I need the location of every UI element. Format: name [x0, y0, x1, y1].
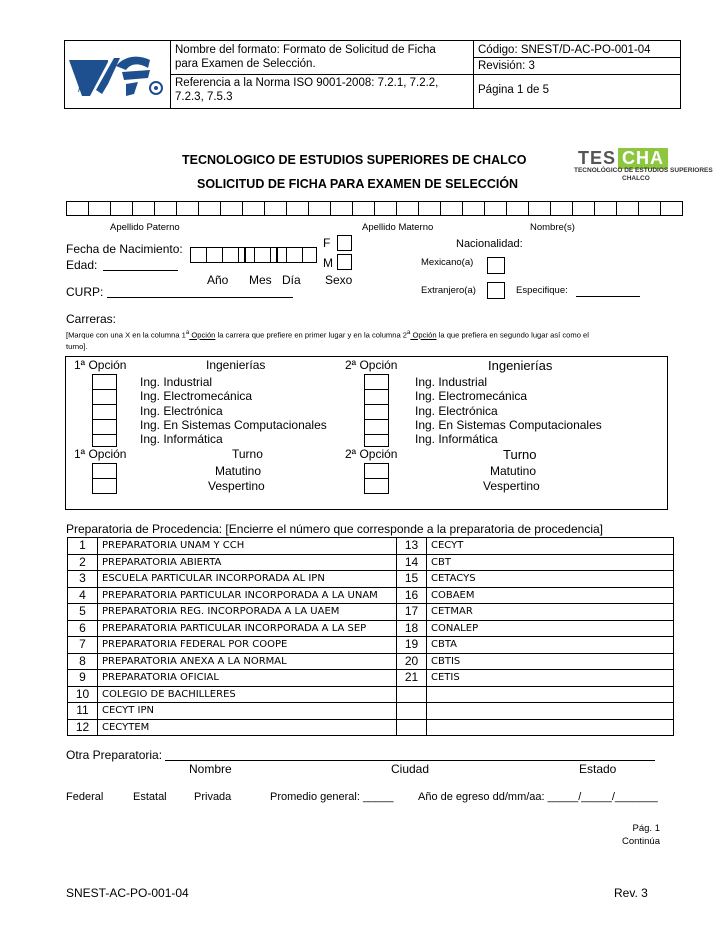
especifique-field[interactable] — [576, 296, 640, 297]
career-opt1-checkboxes[interactable] — [92, 374, 117, 447]
careers-note — [66, 330, 589, 340]
day-label: Día — [282, 273, 301, 287]
prep-name — [427, 719, 674, 736]
note-part-e: la que prefiera en segundo lugar así como el — [436, 330, 589, 340]
sex-f-checkbox[interactable] — [337, 235, 352, 251]
sex-m-label: M — [323, 256, 333, 270]
table-row — [68, 604, 674, 621]
document-header — [64, 40, 681, 109]
prep-number[interactable]: 4 — [68, 587, 98, 604]
turno-header-1: Turno — [232, 447, 263, 461]
especifique-label: Especifique: — [516, 285, 568, 296]
footer-code: SNEST-AC-PO-001-04 — [66, 886, 189, 900]
birth-date-label: Fecha de Nacimiento: — [66, 242, 183, 256]
shift-matutino-left: Matutino — [215, 464, 262, 478]
prep-name: CETACYS — [427, 571, 674, 588]
shift-vespertino-left: Vespertino — [208, 479, 265, 493]
mexicano-checkbox[interactable] — [487, 257, 505, 274]
promedio-field[interactable]: Promedio general: _____ — [270, 791, 394, 803]
prep-number[interactable]: 12 — [68, 719, 98, 736]
mexicano-label: Mexicano(a) — [421, 257, 474, 268]
table-row — [68, 554, 674, 571]
prep-number[interactable]: 19 — [397, 637, 427, 654]
career-4-left: Ing. En Sistemas Computacionales — [140, 418, 327, 432]
curp-label: CURP: — [66, 285, 104, 299]
prep-name — [427, 703, 674, 720]
prep-name: PREPARATORIA PARTICULAR INCORPORADA A LA UNAM — [98, 587, 397, 604]
privada-option[interactable]: Privada — [194, 791, 232, 803]
table-row — [68, 719, 674, 736]
logo-sub1: TECNOLÓGICO DE ESTUDIOS SUPERIORES — [574, 167, 713, 174]
prep-name: PREPARATORIA ANEXA A LA NORMAL — [98, 653, 397, 670]
prep-number[interactable]: 10 — [68, 686, 98, 703]
prep-number[interactable] — [397, 719, 427, 736]
table-row — [68, 538, 674, 555]
other-nombre-label: Nombre — [189, 762, 232, 776]
prep-name: PREPARATORIA OFICIAL — [98, 670, 397, 687]
label-apellido-materno: Apellido Materno — [362, 222, 434, 233]
prep-number[interactable]: 15 — [397, 571, 427, 588]
logo-small-text: it — [78, 84, 83, 95]
prep-number[interactable]: 1 — [68, 538, 98, 555]
month-label: Mes — [249, 273, 272, 287]
revision: Revisión: 3 — [478, 60, 535, 72]
careers-table — [65, 356, 668, 510]
reference-line1: Referencia a la Norma ISO 9001-2008: 7.2.1, 7.2.2, — [175, 77, 439, 89]
norm-reference — [175, 76, 438, 104]
shift-vespertino-right: Vespertino — [483, 479, 540, 493]
sex-m-checkbox[interactable] — [337, 254, 352, 270]
prep-number[interactable]: 13 — [397, 538, 427, 555]
extranjero-checkbox[interactable] — [487, 282, 505, 299]
prep-name: CBT — [427, 554, 674, 571]
prep-name: CECYT — [427, 538, 674, 555]
ingenierias-header-2: Ingenierías — [488, 358, 553, 373]
document-code: Código: SNEST/D-AC-PO-001-04 — [478, 44, 651, 56]
format-name — [175, 43, 436, 71]
footer-continua: Continúa — [621, 836, 660, 847]
career-opt2-checkboxes[interactable] — [364, 374, 389, 447]
logo-cha: CHA — [618, 148, 668, 169]
prep-number[interactable]: 14 — [397, 554, 427, 571]
shift-opt2-checkboxes[interactable] — [364, 463, 389, 494]
career-3-right: Ing. Electrónica — [415, 404, 498, 418]
institution-title: TECNOLOGICO DE ESTUDIOS SUPERIORES DE CHALCO — [182, 153, 527, 167]
table-row — [68, 670, 674, 687]
other-prep-label: Otra Preparatoria: — [66, 748, 163, 762]
prep-number[interactable]: 18 — [397, 620, 427, 637]
footer-page: Pág. 1 — [632, 823, 660, 834]
age-label: Edad: — [66, 258, 98, 272]
page-number: Página 1 de 5 — [478, 84, 549, 96]
career-3-left: Ing. Electrónica — [140, 404, 223, 418]
table-row — [68, 703, 674, 720]
prep-title: Preparatoria de Procedencia: [Encierre el número que corresponde a la preparatoria de procedencia] — [66, 522, 603, 536]
prep-number[interactable]: 21 — [397, 670, 427, 687]
prep-number[interactable] — [397, 703, 427, 720]
career-4-right: Ing. En Sistemas Computacionales — [415, 418, 602, 432]
prep-number[interactable]: 11 — [68, 703, 98, 720]
format-name-line2: para Examen de Selección. — [175, 58, 316, 70]
format-name-line1: Nombre del formato: Formato de Solicitud de Ficha — [175, 44, 436, 56]
sex-f-label: F — [323, 236, 331, 250]
curp-field[interactable] — [107, 297, 293, 298]
careers-title: Carreras: — [66, 312, 117, 326]
note-sup-2: a — [407, 330, 411, 336]
table-row — [68, 686, 674, 703]
prep-number[interactable] — [397, 686, 427, 703]
age-field[interactable] — [103, 270, 178, 271]
footer-revision: Rev. 3 — [614, 886, 648, 900]
table-row — [68, 637, 674, 654]
label-apellido-paterno: Apellido Paterno — [110, 222, 180, 233]
other-estado-label: Estado — [579, 762, 617, 776]
prep-name: COBAEM — [427, 587, 674, 604]
year-label: Año — [207, 273, 229, 287]
logo-tes: TES — [578, 148, 617, 168]
egreso-field[interactable]: Año de egreso dd/mm/aa: _____/_____/_______ — [418, 791, 658, 803]
note-part-c: la carrera que prefiere en primer lugar y en la columna 2 — [215, 330, 408, 340]
prep-name: CBTIS — [427, 653, 674, 670]
sex-label: Sexo — [325, 273, 353, 287]
federal-option[interactable]: Federal — [66, 791, 104, 803]
opt2-header: 2ª Opción — [345, 358, 398, 372]
opt2-turno-header: 2ª Opción — [345, 447, 398, 461]
opt1-turno-header: 1ª Opción — [74, 447, 127, 461]
career-5-left: Ing. Informática — [140, 432, 223, 446]
prep-name: PREPARATORIA FEDERAL POR COOPE — [98, 637, 397, 654]
prep-number[interactable]: 7 — [68, 637, 98, 654]
career-2-left: Ing. Electromecánica — [140, 389, 253, 403]
shift-matutino-right: Matutino — [490, 464, 537, 478]
prep-name: CBTA — [427, 637, 674, 654]
prep-name: CECYTEM — [98, 719, 397, 736]
reference-line2: 7.2.3, 7.5.3 — [175, 91, 233, 103]
prep-number[interactable]: 5 — [68, 604, 98, 621]
prep-name: ESCUELA PARTICULAR INCORPORADA AL IPN — [98, 571, 397, 588]
estatal-option[interactable]: Estatal — [133, 791, 167, 803]
prep-number[interactable]: 16 — [397, 587, 427, 604]
prep-name: CETIS — [427, 670, 674, 687]
prep-name: PREPARATORIA PARTICULAR INCORPORADA A LA SEP — [98, 620, 397, 637]
career-1-right: Ing. Industrial — [415, 375, 488, 389]
prep-name: PREPARATORIA REG. INCORPORADA A LA UAEM — [98, 604, 397, 621]
prep-number[interactable]: 17 — [397, 604, 427, 621]
other-prep-field[interactable] — [165, 760, 655, 761]
prep-name: CONALEP — [427, 620, 674, 637]
career-2-right: Ing. Electromecánica — [415, 389, 528, 403]
turno-header-2: Turno — [503, 447, 537, 462]
prep-table — [67, 537, 674, 736]
table-row — [68, 571, 674, 588]
name-boxes-row[interactable] — [66, 201, 683, 216]
table-row — [68, 587, 674, 604]
ingenierias-header-1: Ingenierías — [206, 358, 266, 372]
prep-number[interactable]: 8 — [68, 653, 98, 670]
prep-number[interactable]: 2 — [68, 554, 98, 571]
prep-name: PREPARATORIA ABIERTA — [98, 554, 397, 571]
shift-opt1-checkboxes[interactable] — [92, 463, 117, 494]
table-row — [68, 620, 674, 637]
note-sup-1: a — [185, 330, 190, 336]
prep-name: CETMAR — [427, 604, 674, 621]
birth-date-boxes[interactable] — [190, 247, 317, 263]
prep-number[interactable]: 9 — [68, 670, 98, 687]
opt1-header: 1ª Opción — [74, 358, 127, 372]
note-part-b: Opción — [189, 330, 216, 340]
logo-sub2: CHALCO — [622, 175, 650, 182]
note-part-d: Opción — [410, 330, 437, 340]
nationality-label: Nacionalidad: — [456, 238, 523, 250]
table-row — [68, 653, 674, 670]
extranjero-label: Extranjero(a) — [421, 285, 476, 296]
institution-logo — [68, 50, 164, 102]
note-part-a: [Marque con una X en la columna 1 — [66, 330, 186, 340]
other-ciudad-label: Ciudad — [391, 762, 430, 776]
careers-note-end: turno]. — [66, 342, 88, 351]
prep-number[interactable]: 6 — [68, 620, 98, 637]
label-nombres: Nombre(s) — [530, 222, 575, 233]
prep-name: CECYT IPN — [98, 703, 397, 720]
career-1-left: Ing. Industrial — [140, 375, 213, 389]
prep-name: COLEGIO DE BACHILLERES — [98, 686, 397, 703]
prep-name: PREPARATORIA UNAM Y CCH — [98, 538, 397, 555]
prep-number[interactable]: 3 — [68, 571, 98, 588]
prep-number[interactable]: 20 — [397, 653, 427, 670]
tescha-logo — [574, 148, 713, 186]
prep-name — [427, 686, 674, 703]
career-5-right: Ing. Informática — [415, 432, 498, 446]
form-title: SOLICITUD DE FICHA PARA EXAMEN DE SELECCIÓN — [197, 177, 519, 191]
